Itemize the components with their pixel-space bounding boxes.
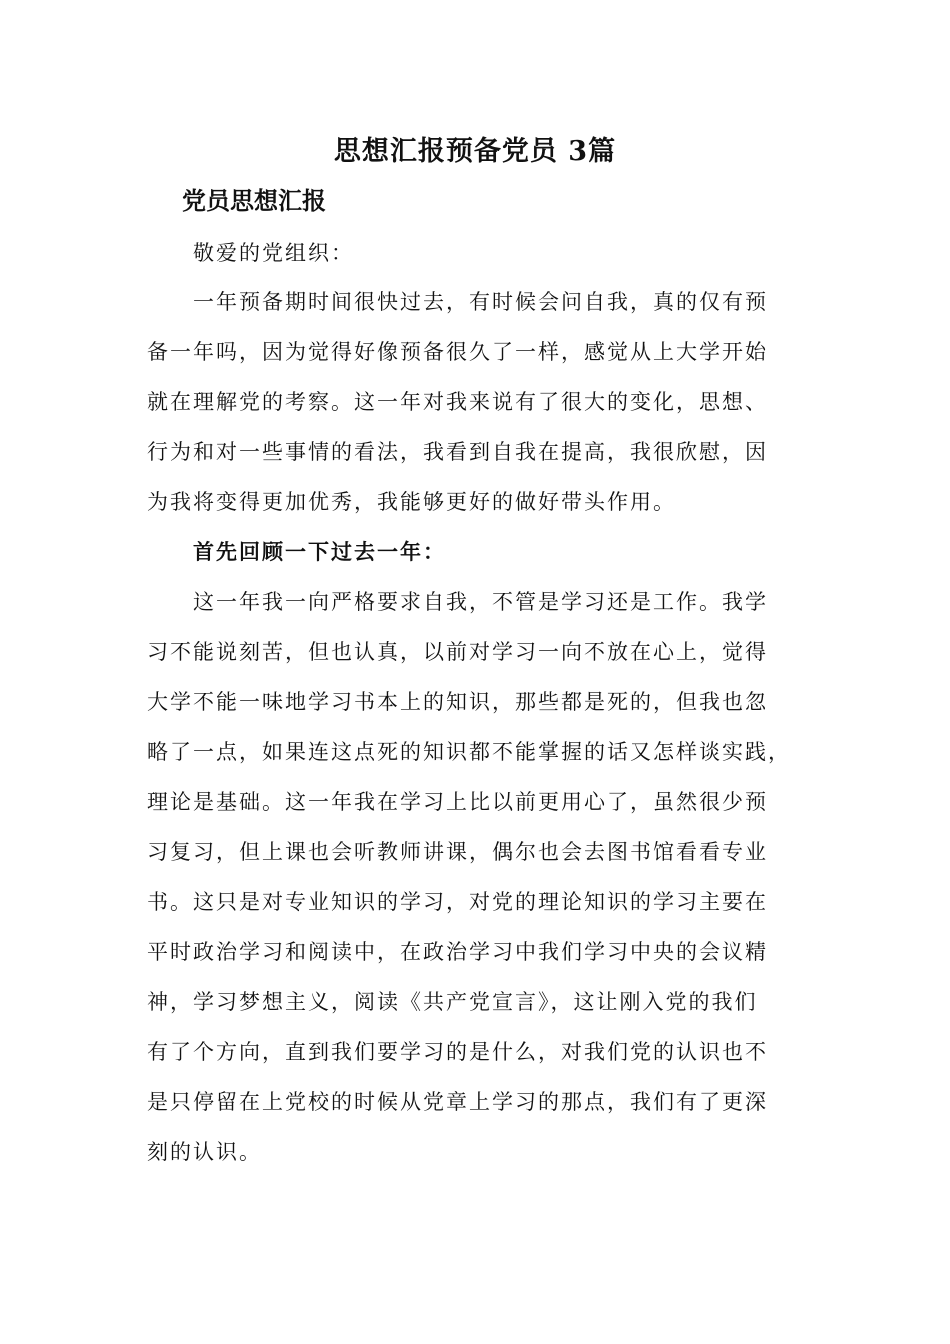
paragraph-line: 神，学习梦想主义，阅读《共产党宣言》，这让刚入党的我们: [147, 990, 758, 1014]
paragraph-1: [147, 277, 827, 527]
salutation-block: [147, 228, 827, 278]
subheading-block: [147, 527, 827, 577]
paragraph-line: 刻的认识。: [147, 1140, 262, 1164]
subheading: 首先回顾一下过去一年：: [193, 539, 446, 564]
paragraph-line: 大学不能一味地学习书本上的知识，那些都是死的，但我也忽: [147, 690, 768, 714]
paragraph-line: 这一年我一向严格要求自我，不管是学习还是工作。我学: [193, 590, 768, 614]
paragraph-line: 备一年吗，因为觉得好像预备很久了一样，感觉从上大学开始: [147, 340, 768, 364]
paragraph-line: 是只停留在上党校的时候从党章上学习的那点，我们有了更深: [147, 1090, 768, 1114]
paragraph-line: 习不能说刻苦，但也认真，以前对学习一向不放在心上，觉得: [147, 640, 768, 664]
section-heading: 党员思想汇报: [182, 186, 326, 215]
paragraph-line: 书。这只是对专业知识的学习，对党的理论知识的学习主要在: [147, 890, 768, 914]
paragraph-line: 习复习，但上课也会听教师讲课，偶尔也会去图书馆看看专业: [147, 840, 768, 864]
paragraph-line: 行为和对一些事情的看法，我看到自我在提高，我很欣慰，因: [147, 440, 768, 464]
document-title: 思想汇报预备党员 3篇: [333, 136, 617, 167]
paragraph-line: 一年预备期时间很快过去，有时候会问自我，真的仅有预: [193, 290, 768, 314]
salutation: 敬爱的党组织：: [193, 241, 354, 265]
paragraph-2: [147, 577, 827, 1177]
paragraph-line: 有了个方向，直到我们要学习的是什么，对我们党的认识也不: [147, 1040, 768, 1064]
paragraph-line: 理论是基础。这一年我在学习上比以前更用心了，虽然很少预: [147, 790, 768, 814]
paragraph-line: 就在理解党的考察。这一年对我来说有了很大的变化，思想、: [147, 390, 768, 414]
paragraph-line: 为我将变得更加优秀，我能够更好的做好带头作用。: [147, 490, 676, 514]
paragraph-line: 平时政治学习和阅读中，在政治学习中我们学习中央的会议精: [147, 940, 768, 964]
paragraph-line: 略了一点，如果连这点死的知识都不能掌握的话又怎样谈实践，: [147, 740, 791, 764]
